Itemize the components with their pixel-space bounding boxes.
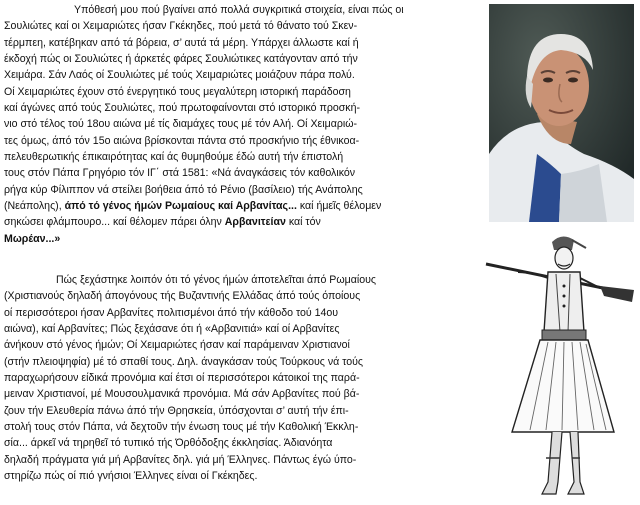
text-line: άνήκουν στό γένος ήμών; Οί Χειμαριώτες ήσαν καί παράμειναν Χριστιανοί xyxy=(4,339,350,352)
text-line: (στήν πλειοψηφία) μέ τό σπαθί τους. Δηλ. άναγκάσαν τούς Τούρκους νά τούς xyxy=(4,355,364,368)
line-text: καί τόν xyxy=(285,216,321,229)
warrior-drawing xyxy=(482,232,638,502)
text-line: ρήγα κύρ Φίλιππον νά στείλει βοήθεια άπό τό Ρένιο (βασίλειο) τής Ανάπολης xyxy=(4,183,363,196)
text-line: στηρίζω πώς οί πιό γνήσιοι Έλληνες είναι οί Γκέκηδες. xyxy=(4,470,258,483)
bold-term: Μωρέαν...» xyxy=(4,232,61,245)
text-line: Οί Χειμαριώτες έχουν στό ένεργητικό τους μεγαλύτερη ιστορική παράδοση xyxy=(4,85,351,98)
text-line: αιώνα), καί Αρβανίτες; Πώς ξεχάσανε ότι ή «Αρβανιτιά» καί οί Αρβανίτες xyxy=(4,323,340,336)
text-line xyxy=(4,231,482,247)
text-line xyxy=(4,214,482,230)
line-text: σηκώσει φλάμπουρο... καί θέλομεν πάρει όλην xyxy=(4,216,225,229)
warrior-sketch-illustration xyxy=(482,232,638,502)
line-text: (Νεάπολης), xyxy=(4,200,65,213)
text-line: δηλαδή πράγματα γιά μή Αρβανίτες δηλ. γιά μή Έλληνες. Πάντως έγώ ύπο- xyxy=(4,453,357,466)
text-line: (Χριστιανούς δηλαδή άπογόνους τής Βυζαντινής Ελλάδας άπό τούς όποίους xyxy=(4,290,361,303)
text-line: τέρμπεη, κατέβηκαν από τά βόρεια, σ’ αυτά τά μέρη. Υπάρχει άλλωστε καί ή xyxy=(4,36,359,49)
text-line: τους στόν Πάπα Γρηγόριο τόν ΙΓ΄ στά 1581: «Νά άναγκάσεις τόν καθολικόν xyxy=(4,167,356,180)
text-line: παραχωρήσουν είδικά προνόμια καί έτσι οί περισσότεροι κάτοικοί της παρά- xyxy=(4,372,360,385)
text-line: τες όμως, άπό τόν 15ο αιώνα βρίσκονται πάντα στό προσκήνιο τής έθνικοα- xyxy=(4,134,360,147)
text-line: Σουλιώτες καί οι Χειμαριώτες ήσαν Γκέκηδες, πού μετά τό θάνατο τού Σκεν- xyxy=(4,20,358,33)
top-paragraph xyxy=(4,2,482,247)
text-line: καί άγώνες από τούς Σουλιώτες, πού πρωτοφαίνονται στό ιστορικό προσκή- xyxy=(4,102,360,115)
text-line: μειναν Χριστιανοί, μέ Μουσουλμανικά προνόμια. Μά σάν Αρβανίτες πού βά- xyxy=(4,388,360,401)
bold-term: Αρβανιτείαν xyxy=(224,216,286,229)
text-line: Υπόθεσή μου πού βγαίνει από πολλά συγκριτικά στοιχεία, είναι πώς οι xyxy=(74,4,404,16)
text-line: έκδοχή πώς οι Σουλιώτες ή άρκετές φάρες Σουλιώτικες κατάγονταν από τήν xyxy=(4,53,358,66)
text-line: οί περισσότεροι ήσαν Αρβανίτες πολιτισμένοι άπό τήν κάθοδο τού 14ου xyxy=(4,306,339,319)
text-line: στολή τους στόν Πάπα, νά δεχτοῦν τήν ένωση τους μέ τήν Καθολική Έκκλη- xyxy=(4,421,359,434)
text-line: Χειμάρα. Σάν Λαός οί Σουλιώτες μέ τούς Χειμαριώτες μοιάζουν πάρα πολύ. xyxy=(4,69,355,82)
line-text: καί ήμεῖς θέλομεν xyxy=(296,200,382,213)
text-line: ζουν τήν Ελευθερία πάνω άπό τήν Θρησκεία, ύπόσχονται σ’ αυτή τήν έπι- xyxy=(4,404,349,417)
portrait-illustration xyxy=(489,4,634,222)
bottom-paragraph xyxy=(4,272,482,484)
text-line xyxy=(4,198,482,214)
text-line: σία... άρκεῖ νά τηρηθεῖ τό τυπικό τής Όρθόδοξης έκκλησίας. Άδιανόητα xyxy=(4,437,333,450)
text-line: Πώς ξεχάστηκε λοιπόν ότι τό γένος ήμών άποτελεῖται άπό Ρωμαίους xyxy=(56,274,376,286)
bold-quote: άπό τό γένος ήμών Ρωμαίους καί Αρβανίτας... xyxy=(64,200,297,213)
author-portrait-photo xyxy=(489,4,634,222)
text-line: πελευθερωτικής έπικαιρότητας καί άς θυμηθούμε έδώ αυτή τήν έπιστολή xyxy=(4,151,344,164)
text-line: νιο στό τέλος τού 18ου αιώνα μέ τίς διαμάχες τους μέ τόν Αλή. Οί Χειμαριώ- xyxy=(4,118,358,131)
